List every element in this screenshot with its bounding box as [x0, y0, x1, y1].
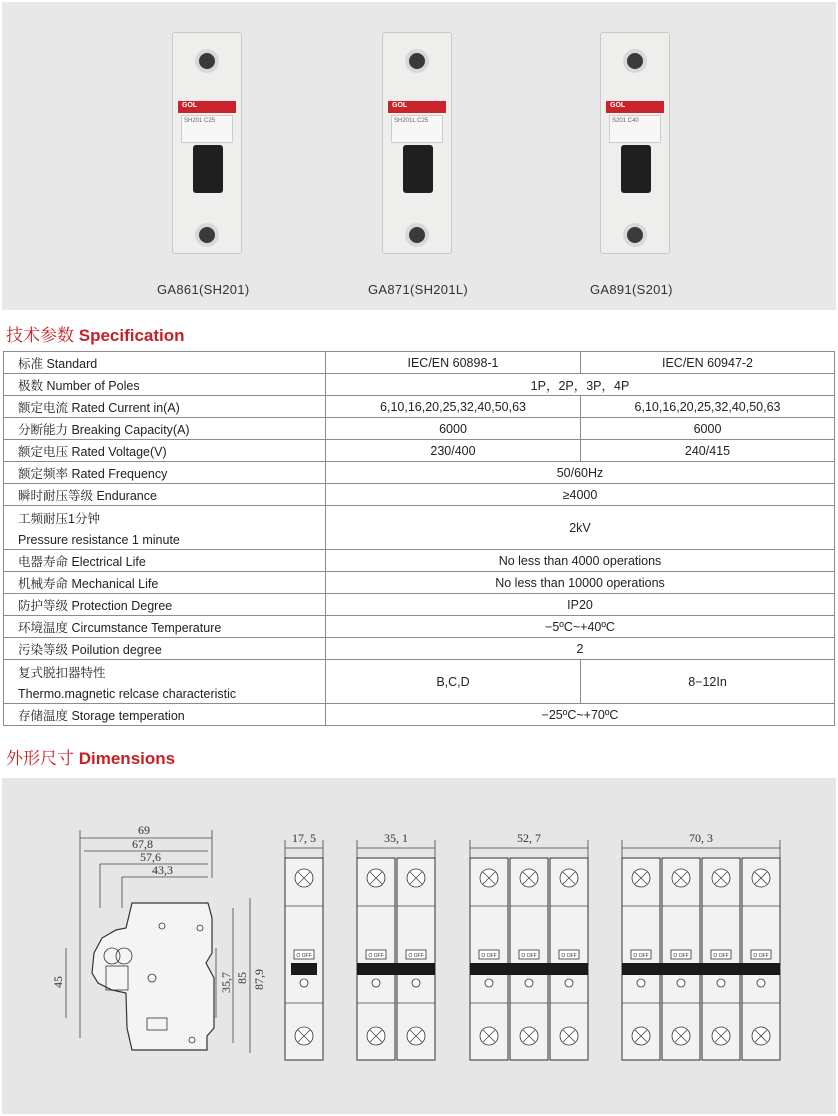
value-cell: 6,10,16,20,25,32,40,50,63: [581, 396, 835, 418]
pole: [702, 858, 740, 1060]
table-row: [4, 572, 835, 594]
test-hole: [300, 979, 308, 987]
value-cell: No less than 4000 operations: [326, 550, 835, 572]
value-cell: ≥4000: [326, 484, 835, 506]
value-cell: 6000: [326, 418, 581, 440]
test-hole: [565, 979, 573, 987]
width-label: 17, 5: [292, 831, 316, 845]
param-cell: 分断能力 Breaking Capacity(A): [4, 418, 326, 440]
param-cell: 存储温度 Storage temperation: [4, 704, 326, 726]
toggle-bar: [470, 963, 588, 975]
product-caption: GA891(S201): [590, 282, 673, 297]
top-terminal: [623, 49, 647, 73]
param-cell: 瞬时耐压等级 Endurance: [4, 484, 326, 506]
toggle-lever: [193, 145, 223, 193]
test-hole: [757, 979, 765, 987]
value-cell: IEC/EN 60898-1: [326, 352, 581, 374]
value-cell: −5ºC~+40ºC: [326, 616, 835, 638]
value-cell: No less than 10000 operations: [326, 572, 835, 594]
off-label: O OFF: [673, 953, 689, 959]
pole: [550, 858, 588, 1060]
pole: [662, 858, 700, 1060]
rating-face: SH201L C25: [391, 115, 443, 143]
off-label: O OFF: [368, 953, 384, 959]
test-hole: [677, 979, 685, 987]
param-en: Thermo.magnetic relcase characteristic: [18, 686, 237, 701]
dim-35-7: 35,7: [219, 972, 233, 993]
param-en: Pressure resistance 1 minute: [18, 532, 180, 547]
width-label: 52, 7: [517, 831, 541, 845]
param-cell: 污染等级 Poilution degree: [4, 638, 326, 660]
param-cell: 环境温度 Circumstance Temperature: [4, 616, 326, 638]
table-row: [4, 352, 835, 374]
test-hole: [412, 979, 420, 987]
width-label: 35, 1: [384, 831, 408, 845]
off-label: O OFF: [481, 953, 497, 959]
dim-43-3: 43,3: [152, 863, 173, 877]
toggle-lever: [403, 145, 433, 193]
dimensions-title: 外形尺寸 Dimensions: [6, 749, 176, 768]
value-cell: IEC/EN 60947-2: [581, 352, 835, 374]
param-cell: 机械寿命 Mechanical Life: [4, 572, 326, 594]
pole: [285, 858, 323, 1060]
specification-table: [3, 351, 835, 726]
param-cell: 极数 Number of Poles: [4, 374, 326, 396]
test-hole: [525, 979, 533, 987]
dimensions-drawing: [2, 778, 836, 1114]
table-row: [4, 594, 835, 616]
dim-69: 69: [138, 823, 150, 837]
pole: [742, 858, 780, 1060]
off-label: O OFF: [296, 953, 312, 959]
dim-85: 85: [235, 972, 249, 984]
table-row: [4, 704, 835, 726]
table-row: [4, 550, 835, 572]
off-label: O OFF: [521, 953, 537, 959]
top-terminal: [195, 49, 219, 73]
value-cell: 240/415: [581, 440, 835, 462]
table-row: [4, 638, 835, 660]
bottom-terminal: [405, 223, 429, 247]
table-row: [4, 616, 835, 638]
rating-face: S201 C40: [609, 115, 661, 143]
table-row: [4, 440, 835, 462]
width-label: 70, 3: [689, 831, 713, 845]
test-hole: [637, 979, 645, 987]
product-photos: [2, 2, 836, 310]
param-cn: 复式脱扣器特性: [18, 665, 106, 680]
value-cell: 6,10,16,20,25,32,40,50,63: [326, 396, 581, 418]
test-hole: [485, 979, 493, 987]
bottom-terminal: [623, 223, 647, 247]
value-cell: 1P，2P，3P，4P: [326, 374, 835, 396]
toggle-bar: [357, 963, 435, 975]
table-row: [4, 506, 835, 550]
table-row: [4, 418, 835, 440]
value-cell: B,C,D: [326, 660, 581, 704]
off-label: O OFF: [713, 953, 729, 959]
brand-label: GOL: [178, 101, 236, 113]
off-label: O OFF: [753, 953, 769, 959]
toggle-bar: [622, 963, 780, 975]
product-caption: GA861(SH201): [157, 282, 250, 297]
off-label: O OFF: [408, 953, 424, 959]
brand-label: GOL: [388, 101, 446, 113]
value-cell: 8−12In: [581, 660, 835, 704]
param-cell: 额定频率 Rated Frequency: [4, 462, 326, 484]
param-cell: 电器寿命 Electrical Life: [4, 550, 326, 572]
table-row: [4, 484, 835, 506]
param-cell: 额定电流 Rated Current in(A): [4, 396, 326, 418]
pole: [510, 858, 548, 1060]
param-cell: 防护等级 Protection Degree: [4, 594, 326, 616]
dim-45: 45: [51, 976, 65, 988]
param-cn: 工频耐压1分钟: [18, 511, 100, 526]
value-cell: 50/60Hz: [326, 462, 835, 484]
value-cell: 230/400: [326, 440, 581, 462]
pole: [357, 858, 395, 1060]
param-cell: 额定电压 Rated Voltage(V): [4, 440, 326, 462]
table-row: [4, 374, 835, 396]
value-cell: 2: [326, 638, 835, 660]
dim-87-9: 87,9: [252, 969, 266, 990]
table-row: [4, 660, 835, 704]
toggle-bar: [291, 963, 317, 975]
param-cell: [4, 506, 326, 550]
off-label: O OFF: [561, 953, 577, 959]
pole: [397, 858, 435, 1060]
param-cell: 标准 Standard: [4, 352, 326, 374]
dim-57-6: 57,6: [140, 850, 161, 864]
dimension-svg: [2, 778, 836, 1114]
rating-face: SH201 C25: [181, 115, 233, 143]
front-views: [285, 831, 780, 1060]
top-terminal: [405, 49, 429, 73]
test-hole: [372, 979, 380, 987]
off-label: O OFF: [633, 953, 649, 959]
table-row: [4, 462, 835, 484]
table-row: [4, 396, 835, 418]
front-view-1p: [285, 831, 323, 1060]
pole: [622, 858, 660, 1060]
value-cell: −25ºC~+70ºC: [326, 704, 835, 726]
dim-67-8: 67,8: [132, 837, 153, 851]
value-cell: IP20: [326, 594, 835, 616]
test-hole: [717, 979, 725, 987]
brand-label: GOL: [606, 101, 664, 113]
specification-title: 技术参数 Specification: [6, 326, 185, 345]
bottom-terminal: [195, 223, 219, 247]
front-view-2p: [357, 831, 435, 1060]
front-view-3p: [470, 831, 588, 1060]
pole: [470, 858, 508, 1060]
product-caption: GA871(SH201L): [368, 282, 469, 297]
front-view-4p: [622, 831, 780, 1060]
toggle-lever: [621, 145, 651, 193]
param-cell: [4, 660, 326, 704]
value-cell: 6000: [581, 418, 835, 440]
breaker-image: [382, 32, 452, 254]
breaker-image: [600, 32, 670, 254]
breaker-image: [172, 32, 242, 254]
value-cell: 2kV: [326, 506, 835, 550]
